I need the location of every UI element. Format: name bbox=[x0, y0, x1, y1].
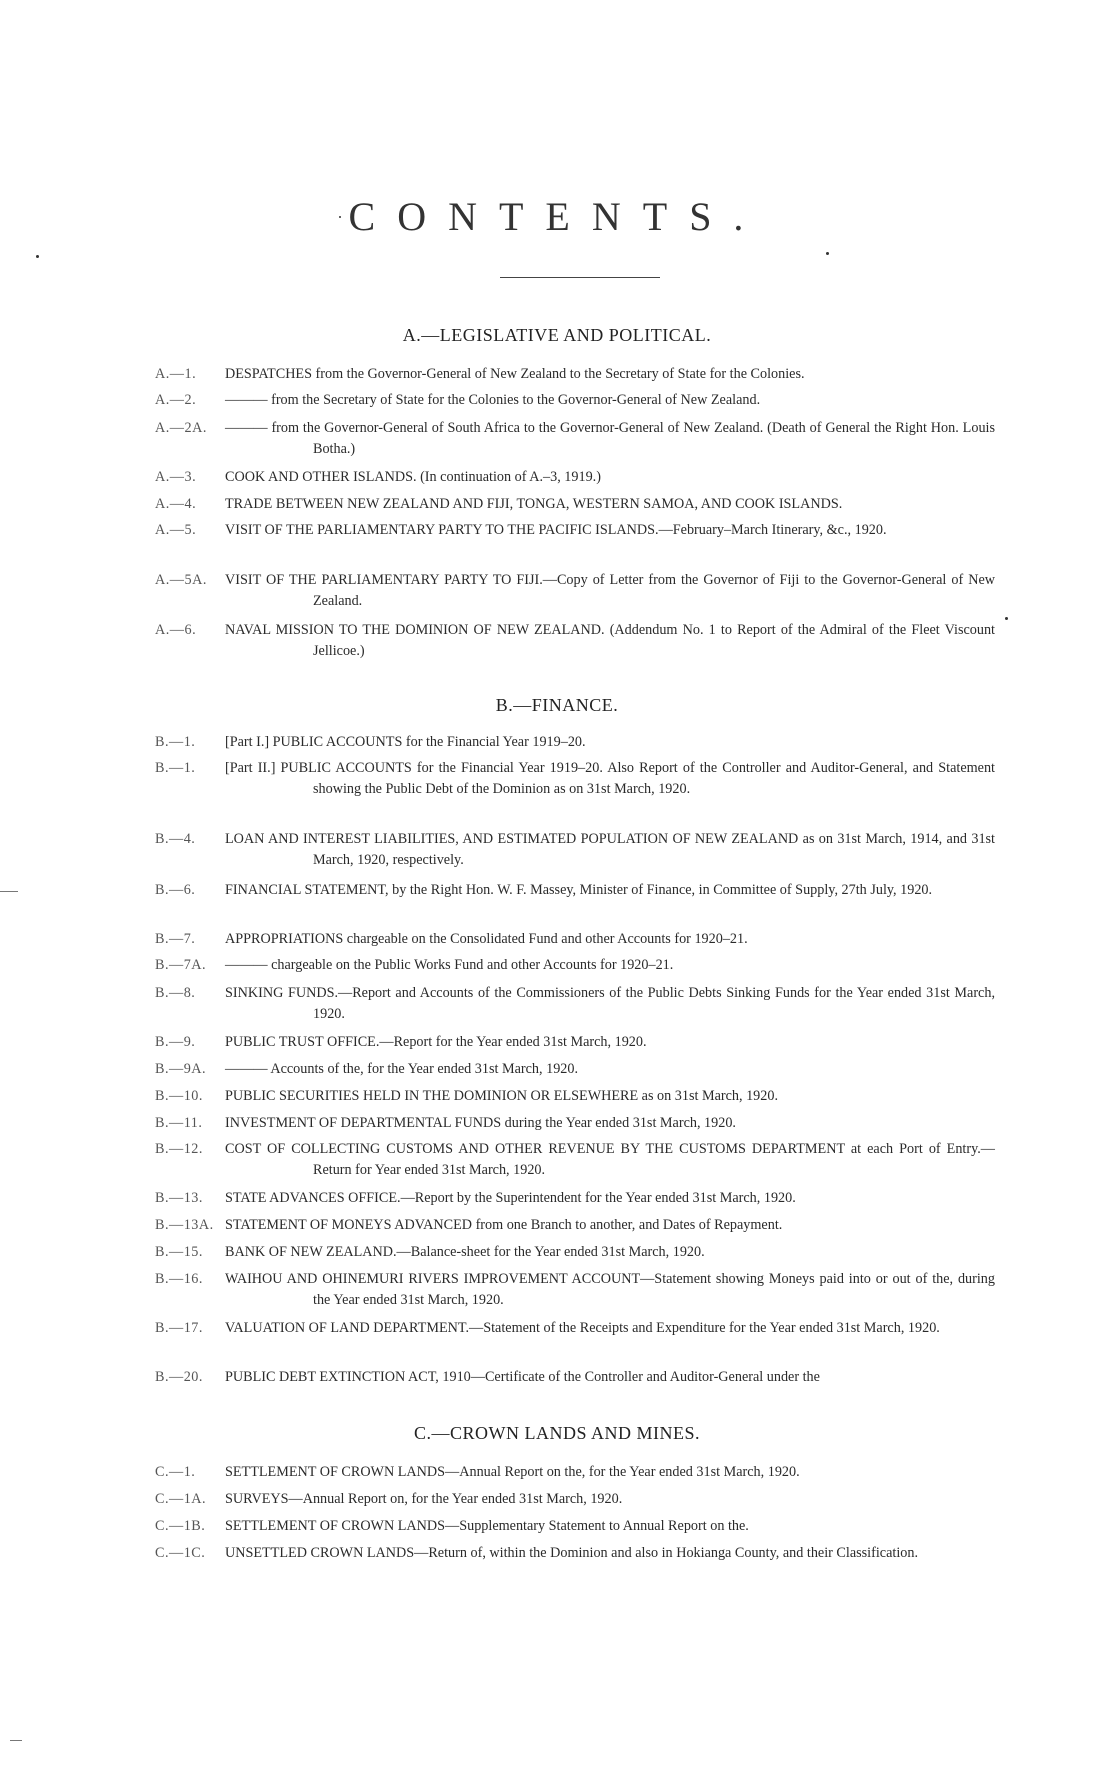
entry-text: STATE ADVANCES OFFICE.—Report by the Superintendent for the Year ended 31st March, 1920. bbox=[225, 1190, 796, 1206]
entry-code: B.—17. bbox=[155, 1320, 203, 1336]
entry-code: A.—5A. bbox=[155, 572, 207, 588]
entry-text: APPROPRIATIONS chargeable on the Consolidated Fund and other Accounts for 1920–21. bbox=[225, 931, 748, 947]
entry-text: STATEMENT OF MONEYS ADVANCED from one Branch to another, and Dates of Repayment. bbox=[225, 1217, 783, 1233]
list-item bbox=[155, 1462, 995, 1483]
entry-code: B.—8. bbox=[155, 985, 196, 1001]
entry-code: B.—7. bbox=[155, 931, 196, 947]
entry-text: SURVEYS—Annual Report on, for the Year ended 31st March, 1920. bbox=[225, 1491, 623, 1507]
entry-code: C.—1. bbox=[155, 1464, 196, 1480]
entry-code: B.—1. bbox=[155, 760, 196, 776]
list-item bbox=[155, 1113, 995, 1134]
entry-text: TRADE BETWEEN NEW ZEALAND AND FIJI, TONGA, WESTERN SAMOA, AND COOK ISLANDS. bbox=[225, 496, 843, 512]
entry-code: B.—16. bbox=[155, 1271, 203, 1287]
list-item bbox=[155, 880, 995, 901]
list-item bbox=[155, 758, 995, 800]
entry-text: LOAN AND INTEREST LIABILITIES, AND ESTIMATED POPULATION OF NEW ZEALAND as on 31st March, 1914, and 31st March, 1920, respectively. bbox=[225, 831, 995, 868]
entry-code: A.—2A. bbox=[155, 420, 207, 436]
list-item bbox=[155, 1269, 995, 1311]
entry-code: C.—1C. bbox=[155, 1545, 206, 1561]
entry-text: ——— from the Secretary of State for the Colonies to the Governor-General of New Zealand. bbox=[225, 392, 761, 408]
entry-code: B.—12. bbox=[155, 1141, 203, 1157]
list-item bbox=[155, 390, 995, 411]
entry-code: B.—9A. bbox=[155, 1061, 207, 1077]
list-item bbox=[155, 467, 995, 488]
title-rule bbox=[500, 277, 660, 278]
entry-code: C.—1A. bbox=[155, 1491, 207, 1507]
margin-mark bbox=[0, 891, 18, 892]
section-heading-a: A.—LEGISLATIVE AND POLITICAL. bbox=[402, 325, 712, 345]
entry-text: VISIT OF THE PARLIAMENTARY PARTY TO FIJI.—Copy of Letter from the Governor of Fiji to the Governor-General of New Zealand. bbox=[225, 572, 995, 609]
entry-text: COST OF COLLECTING CUSTOMS AND OTHER REVENUE BY THE CUSTOMS DEPARTMENT at each Port of Entry.—Return for Year ended 31st March, 1920. bbox=[225, 1141, 995, 1178]
entry-text: UNSETTLED CROWN LANDS—Return of, within the Dominion and also in Hokianga County, and their Classification. bbox=[225, 1545, 918, 1561]
entry-text: [Part II.] PUBLIC ACCOUNTS for the Financial Year 1919–20. Also Report of the Controller and Auditor-General, and Statement showing the Public Debt of the Dominion as on 31st March, 1920. bbox=[225, 760, 995, 797]
entry-text: VALUATION OF LAND DEPARTMENT.—Statement of the Receipts and Expenditure for the Year ended 31st March, 1920. bbox=[225, 1320, 940, 1336]
entry-code: B.—7A. bbox=[155, 957, 207, 973]
entry-text: SINKING FUNDS.—Report and Accounts of the Commissioners of the Public Debts Sinking Funds for the Year ended 31st March, 1920. bbox=[225, 985, 995, 1022]
entry-code: B.—4. bbox=[155, 831, 196, 847]
entry-code: A.—4. bbox=[155, 496, 197, 512]
scan-speck bbox=[826, 252, 829, 255]
list-item bbox=[155, 1516, 995, 1537]
entry-code: A.—2. bbox=[155, 392, 197, 408]
page-title: CONTENTS. bbox=[348, 194, 766, 239]
entry-text: DESPATCHES from the Governor-General of New Zealand to the Secretary of State for the Colonies. bbox=[225, 366, 805, 382]
entry-code: B.—20. bbox=[155, 1369, 203, 1385]
list-item bbox=[155, 1188, 995, 1209]
entry-text: COOK AND OTHER ISLANDS. (In continuation of A.–3, 1919.) bbox=[225, 469, 601, 485]
list-item bbox=[155, 1318, 995, 1339]
entry-code: C.—1B. bbox=[155, 1518, 206, 1534]
list-item bbox=[155, 1543, 995, 1564]
scan-speck bbox=[36, 255, 39, 258]
entry-code: B.—1. bbox=[155, 734, 196, 750]
entry-code: B.—13. bbox=[155, 1190, 203, 1206]
entry-text: WAIHOU AND OHINEMURI RIVERS IMPROVEMENT ACCOUNT—Statement showing Moneys paid into or out of the, during the Year ended 31st March, 1920. bbox=[225, 1271, 995, 1308]
list-item bbox=[155, 1032, 995, 1053]
list-item bbox=[155, 929, 995, 950]
entry-code: B.—15. bbox=[155, 1244, 203, 1260]
scan-speck bbox=[1005, 617, 1008, 620]
list-item bbox=[155, 570, 995, 612]
list-item bbox=[155, 829, 995, 871]
list-item bbox=[155, 1489, 995, 1510]
entry-code: A.—1. bbox=[155, 366, 197, 382]
list-item bbox=[155, 418, 995, 460]
entry-text: ——— chargeable on the Public Works Fund and other Accounts for 1920–21. bbox=[225, 957, 674, 973]
entry-text: VISIT OF THE PARLIAMENTARY PARTY TO THE PACIFIC ISLANDS.—February–March Itinerary, &c., 1920. bbox=[225, 522, 887, 538]
entry-text: PUBLIC TRUST OFFICE.—Report for the Year ended 31st March, 1920. bbox=[225, 1034, 647, 1050]
entry-text: ——— from the Governor-General of South Africa to the Governor-General of New Zealand. (Death of General the Right Hon. Louis Botha.) bbox=[225, 420, 995, 457]
entry-text: PUBLIC SECURITIES HELD IN THE DOMINION OR ELSEWHERE as on 31st March, 1920. bbox=[225, 1088, 779, 1104]
entry-text: FINANCIAL STATEMENT, by the Right Hon. W. F. Massey, Minister of Finance, in Committee of Supply, 27th July, 1920. bbox=[225, 882, 933, 898]
list-item bbox=[155, 1059, 995, 1080]
entry-text: [Part I.] PUBLIC ACCOUNTS for the Financial Year 1919–20. bbox=[225, 734, 586, 750]
margin-mark bbox=[10, 1740, 22, 1741]
entry-code: A.—3. bbox=[155, 469, 197, 485]
entry-text: SETTLEMENT OF CROWN LANDS—Supplementary Statement to Annual Report on the. bbox=[225, 1518, 749, 1534]
entry-code: B.—6. bbox=[155, 882, 196, 898]
entry-code: A.—5. bbox=[155, 522, 197, 538]
list-item bbox=[155, 494, 995, 515]
entry-text: ——— Accounts of the, for the Year ended 31st March, 1920. bbox=[225, 1061, 579, 1077]
list-item bbox=[155, 620, 995, 662]
entry-text: NAVAL MISSION TO THE DOMINION OF NEW ZEALAND. (Addendum No. 1 to Report of the Admiral of the Fleet Viscount Jellicoe.) bbox=[225, 622, 995, 659]
entry-code: B.—9. bbox=[155, 1034, 196, 1050]
list-item bbox=[155, 1242, 995, 1263]
list-item bbox=[155, 520, 995, 541]
entry-text: INVESTMENT OF DEPARTMENTAL FUNDS during the Year ended 31st March, 1920. bbox=[225, 1115, 736, 1131]
list-item bbox=[155, 1086, 995, 1107]
list-item bbox=[155, 955, 995, 976]
entry-text: SETTLEMENT OF CROWN LANDS—Annual Report on the, for the Year ended 31st March, 1920. bbox=[225, 1464, 800, 1480]
entry-text: PUBLIC DEBT EXTINCTION ACT, 1910—Certificate of the Controller and Auditor-General under the bbox=[225, 1369, 820, 1385]
entry-code: B.—10. bbox=[155, 1088, 203, 1104]
list-item bbox=[155, 1367, 995, 1388]
list-item bbox=[155, 1215, 995, 1236]
entry-text: BANK OF NEW ZEALAND.—Balance-sheet for the Year ended 31st March, 1920. bbox=[225, 1244, 705, 1260]
section-heading-b: B.—FINANCE. bbox=[495, 695, 619, 715]
entry-code: B.—11. bbox=[155, 1115, 203, 1131]
scan-speck bbox=[339, 216, 341, 218]
entry-code: A.—6. bbox=[155, 622, 197, 638]
list-item bbox=[155, 1139, 995, 1181]
list-item bbox=[155, 732, 995, 753]
entry-code: B.—13A. bbox=[155, 1217, 214, 1233]
list-item bbox=[155, 364, 995, 385]
list-item bbox=[155, 983, 995, 1025]
section-heading-c: C.—CROWN LANDS AND MINES. bbox=[413, 1423, 700, 1443]
